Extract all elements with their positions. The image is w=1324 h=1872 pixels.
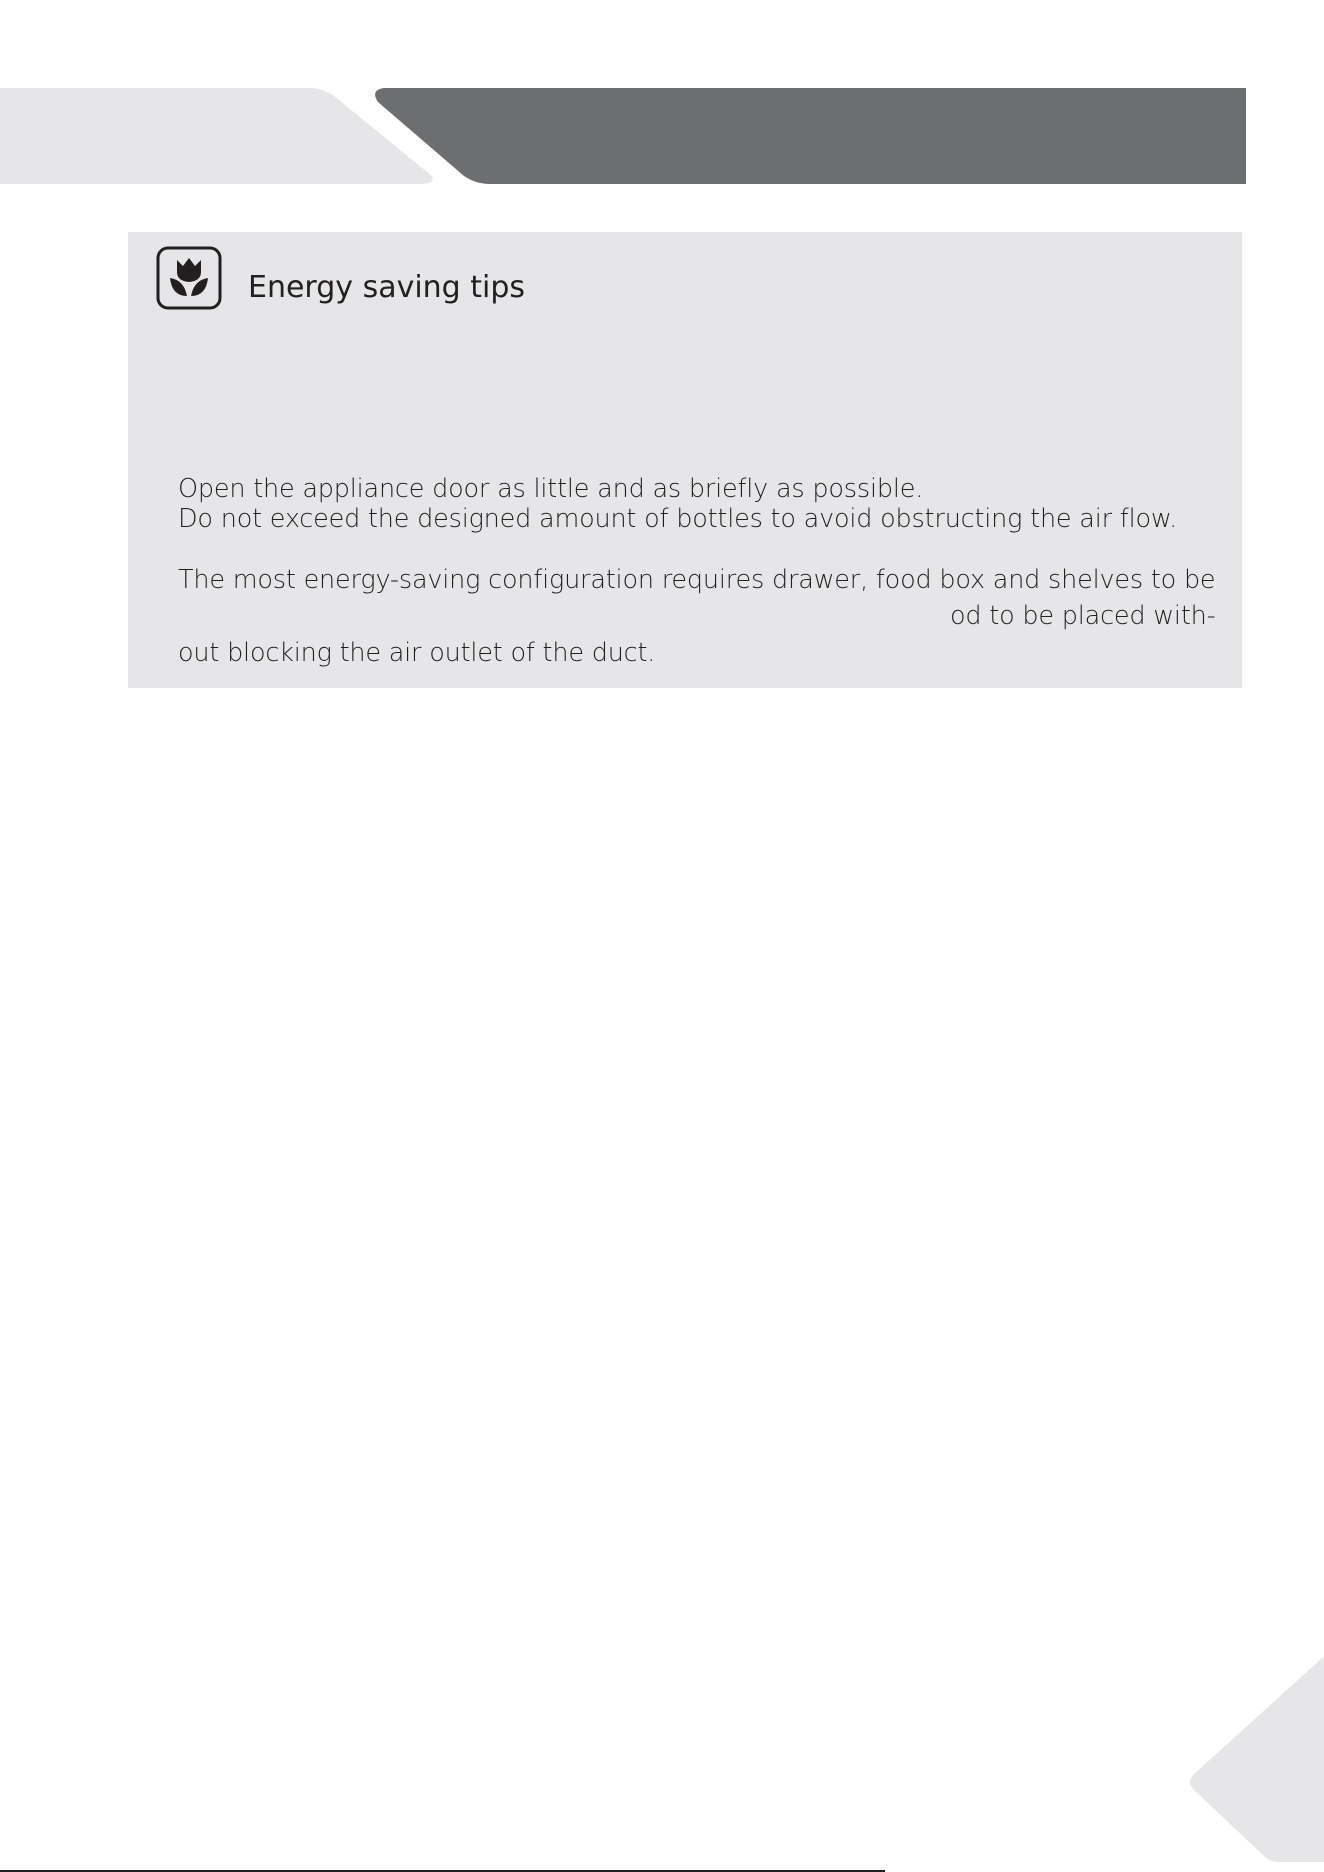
tip-line: out blocking the air outlet of the duct.	[178, 638, 656, 668]
header-light-tab	[0, 88, 433, 184]
page-header-band	[0, 0, 1324, 200]
tip-line: od to be placed with-	[950, 601, 1216, 631]
header-dark-bar	[375, 88, 1246, 184]
page-corner-decoration	[1180, 1650, 1324, 1872]
tips-title: Energy saving tips	[248, 270, 526, 305]
tip-line: The most energy-saving configuration requires drawer, food box and shelves to be	[178, 565, 1216, 595]
tip-line: Do not exceed the designed amount of bottles to avoid obstructing the air flow.	[178, 504, 1178, 534]
energy-saving-flower-icon	[156, 246, 222, 310]
energy-saving-tips-box	[128, 232, 1242, 688]
tip-line: Open the appliance door as little and as briefly as possible.	[178, 474, 924, 504]
